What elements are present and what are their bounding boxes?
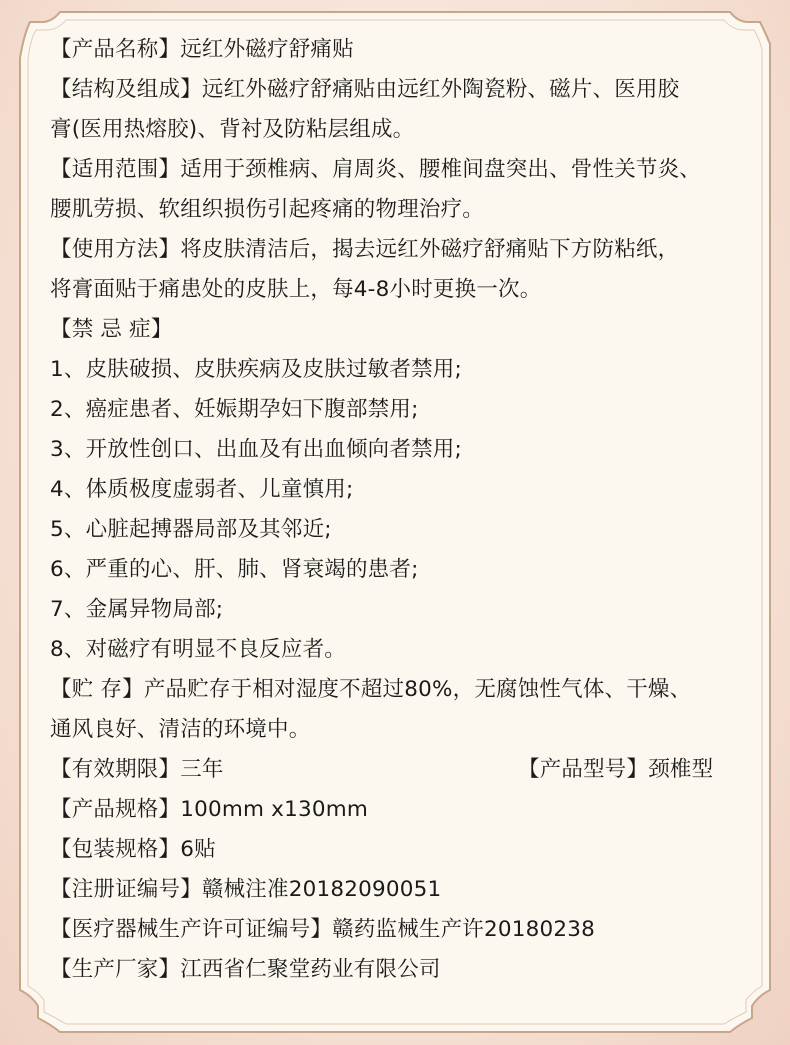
model-text: 【产品型号】颈椎型: [518, 757, 714, 782]
composition-line-1: 【结构及组成】远红外磁疗舒痛贴由远红外陶瓷粉、磁片、医用胶: [50, 77, 680, 102]
contraindication-item: 1、皮肤破损、皮肤疾病及皮肤过敏者禁用;: [50, 357, 462, 382]
validity-model-row: [50, 750, 750, 790]
contraindication-item: 2、癌症患者、妊娠期孕妇下腹部禁用;: [50, 397, 419, 422]
scope-line-1: 【适用范围】适用于颈椎病、肩周炎、腰椎间盘突出、骨性关节炎、: [50, 157, 702, 182]
package-line: 【包装规格】6贴: [50, 837, 216, 862]
product-name-line: 【产品名称】远红外磁疗舒痛贴: [50, 37, 354, 62]
contraindication-item: 5、心脏起搏器局部及其邻近;: [50, 517, 332, 542]
scope-line-2: 腰肌劳损、软组织损伤引起疼痛的物理治疗。: [50, 197, 485, 222]
contraindication-item: 3、开放性创口、出血及有出血倾向者禁用;: [50, 437, 462, 462]
contraindications-heading: 【禁 忌 症】: [50, 317, 173, 342]
license-line: 【医疗器械生产许可证编号】赣药监械生产许20180238: [50, 917, 596, 942]
usage-line-2: 将膏面贴于痛患处的皮肤上，每4-8小时更换一次。: [50, 277, 542, 302]
usage-line-1: 【使用方法】将皮肤清洁后，揭去远红外磁疗舒痛贴下方防粘纸，: [50, 237, 680, 262]
validity-text: 【有效期限】三年: [50, 757, 224, 782]
contraindication-item: 6、严重的心、肝、肺、肾衰竭的患者;: [50, 557, 419, 582]
storage-line-1: 【贮 存】产品贮存于相对湿度不超过80%，无腐蚀性气体、干燥、: [50, 677, 692, 702]
composition-line-2: 膏(医用热熔胶)、背衬及防粘层组成。: [50, 117, 415, 142]
manufacturer-line: 【生产厂家】江西省仁聚堂药业有限公司: [50, 957, 441, 982]
registration-line: 【注册证编号】赣械注准20182090051: [50, 877, 442, 902]
storage-line-2: 通风良好、清洁的环境中。: [50, 717, 311, 742]
spec-line: 【产品规格】100mm x130mm: [50, 797, 369, 822]
contraindication-item: 4、体质极度虚弱者、儿童慎用;: [50, 477, 354, 502]
contraindication-item: 7、金属异物局部;: [50, 597, 224, 622]
contraindication-item: 8、对磁疗有明显不良反应者。: [50, 637, 346, 662]
